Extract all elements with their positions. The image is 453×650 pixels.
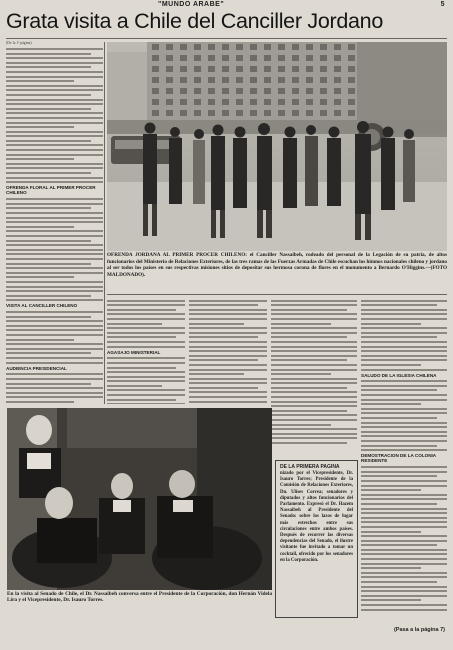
- continued-note: (De la 1ª página): [6, 41, 32, 45]
- subhead-ministerial-reception: AGASAJO MINISTERIAL: [107, 349, 161, 355]
- photo-senate-visit: [7, 408, 272, 590]
- text-column-5: [361, 297, 447, 622]
- photo-floral-ceremony: [107, 42, 447, 251]
- headline-rule: [6, 38, 447, 39]
- top-photo-caption: OFRENDA JORDANA AL PRIMER PROCER CHILENO: el Canciller Nassaibeh, rodeado del personal de la Legación de su patria, de altos funcionarios del Ministerio de Relaciones Exteriores, de las tres ramas de las Fuerzas Armadas de Chile escuchan los himnos nacionales chileno y jordano al ser todos los países en sus respectivas misiones sitios de depositar sus hermosa corona de flores en el monumento a Bernardo O'Higgins.—(FOTO MALDONADO).: [107, 252, 447, 278]
- text-column-2: [107, 297, 185, 404]
- text-column-4: [271, 297, 357, 447]
- subhead-colony-demonstration: DEMOSTRACION DE LA COLONIA RESIDENTE: [361, 453, 436, 464]
- boxed-article-title: DE LA PRIMERA PAGINA: [280, 464, 340, 470]
- bottom-photo-caption: En la visita al Senado de Chile, el Dr. Nassaibeh conversa entre el Presidente de la Corporación, don Hernán Videla Lira y el Vicepresidente, Dr. Isauro Torres.: [7, 591, 272, 604]
- boxed-article-text: nizado por el Vicepresidente, Dr. Isauro Torres; Presidente de la Comisión de Relaciones Exteriores, Dn. Ulises Correa; senadores y diputados y altos funcionarios del Parlamento. Expresó el Dr. Hazem Nassaibeh al Presidente del Senado: sobre los lazos de lugar más estrechos entre sus circulaciones entre ambos países. Después de recorrer las diversas dependencias del Senado, el ilustre visitante fue invitado a tomar un cocktail, ofrecido por los senadores en la Corporación.: [280, 471, 353, 563]
- subhead-visit-chancellor: VISITA AL CANCILLER CHILENO: [6, 303, 78, 309]
- text-column-3: [189, 297, 267, 404]
- page-headline: Grata visita a Chile del Canciller Jordano: [6, 9, 383, 33]
- boxed-article: [275, 460, 358, 618]
- page-number: 5: [440, 1, 445, 8]
- subhead-floral-offering: OFRENDA FLORAL AL PRIMER PROCER CHILENO: [6, 185, 96, 196]
- left-column: [6, 41, 103, 404]
- caption-rule: [107, 294, 447, 295]
- column-rule: [104, 42, 105, 404]
- subhead-church-greeting: SALUDO DE LA IGLESIA CHILENA: [361, 372, 437, 378]
- continued-to-note: (Pasa a la página 7): [393, 627, 445, 633]
- subhead-presidential-audience: AUDIENCIA PRESIDENCIAL: [6, 365, 67, 371]
- publication-name: "MUNDO ARABE": [158, 1, 225, 8]
